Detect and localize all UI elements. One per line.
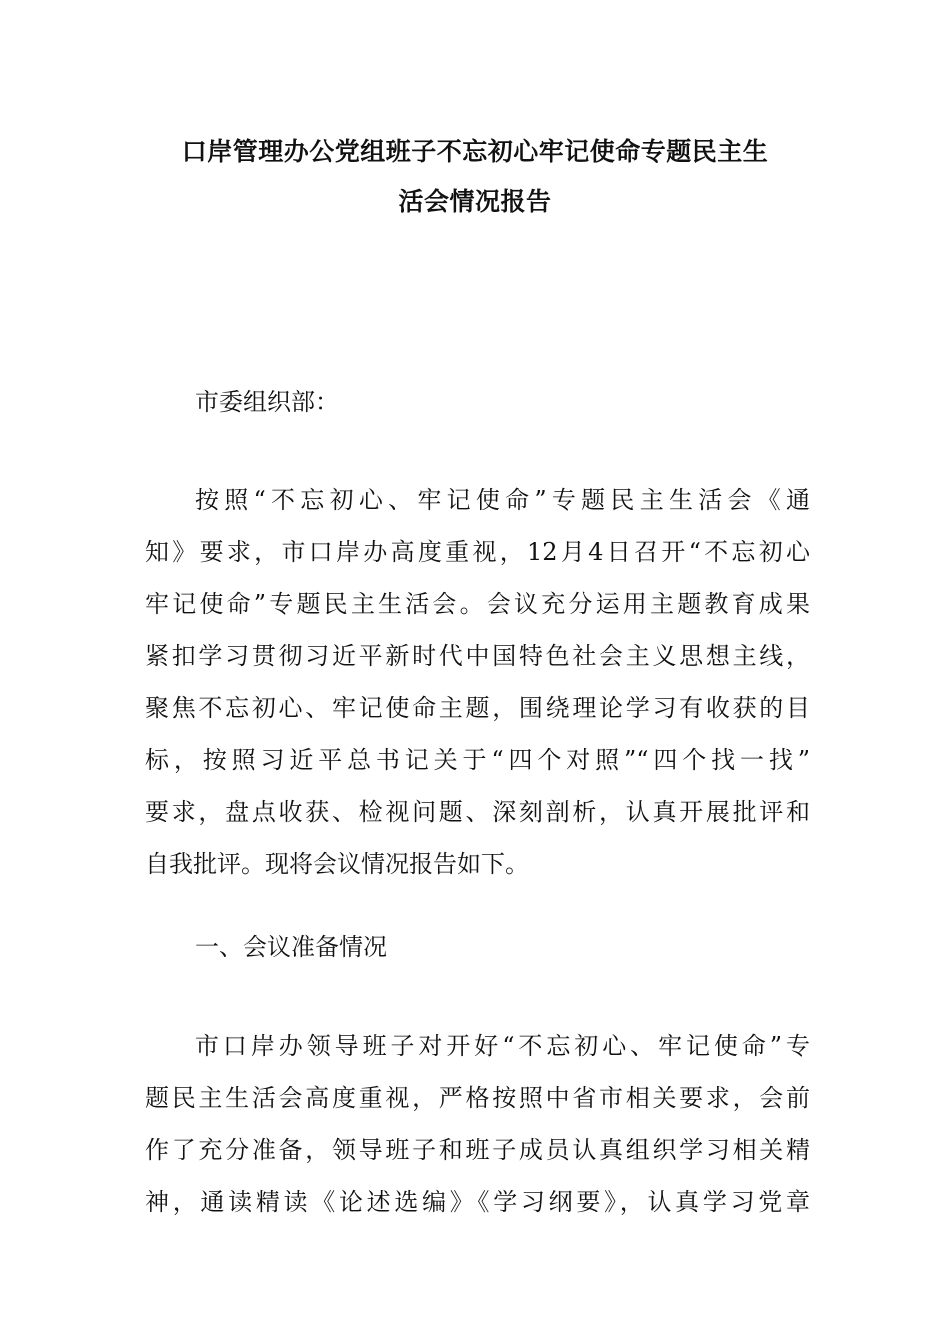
paragraph-line: 作了充分准备，领导班子和班子成员认真组织学习相关精 [145, 1136, 810, 1164]
paragraph-line: 牢记使命”专题民主生活会。会议充分运用主题教育成果 [145, 590, 810, 618]
document-title-line-2: 活会情况报告 [398, 187, 552, 216]
paragraph-line: 按照“不忘初心、牢记使命”专题民主生活会《通 [195, 486, 810, 514]
section-heading: 一、会议准备情况 [195, 933, 387, 961]
document-title-line-1: 口岸管理办公党组班子不忘初心牢记使命专题民主生 [181, 137, 769, 166]
paragraph-line: 标，按照习近平总书记关于“四个对照”“四个找一找” [145, 746, 810, 774]
paragraph-line: 自我批评。现将会议情况报告如下。 [145, 850, 529, 878]
paragraph-line: 市口岸办领导班子对开好“不忘初心、牢记使命”专 [195, 1032, 810, 1060]
salutation: 市委组织部： [195, 388, 339, 416]
paragraph-line: 聚焦不忘初心、牢记使命主题，围绕理论学习有收获的目 [145, 694, 810, 722]
paragraph-line: 题民主生活会高度重视，严格按照中省市相关要求，会前 [145, 1084, 810, 1112]
paragraph-line: 知》要求，市口岸办高度重视，12月4日召开“不忘初心 [145, 538, 810, 566]
paragraph-preparation [145, 1031, 810, 1239]
paragraph-line: 紧扣学习贯彻习近平新时代中国特色社会主义思想主线， [145, 642, 810, 670]
paragraph-intro [145, 485, 810, 901]
paragraph-line: 神，通读精读《论述选编》《学习纲要》，认真学习党章 [145, 1188, 810, 1216]
paragraph-line: 要求，盘点收获、检视问题、深刻剖析，认真开展批评和 [145, 798, 810, 826]
